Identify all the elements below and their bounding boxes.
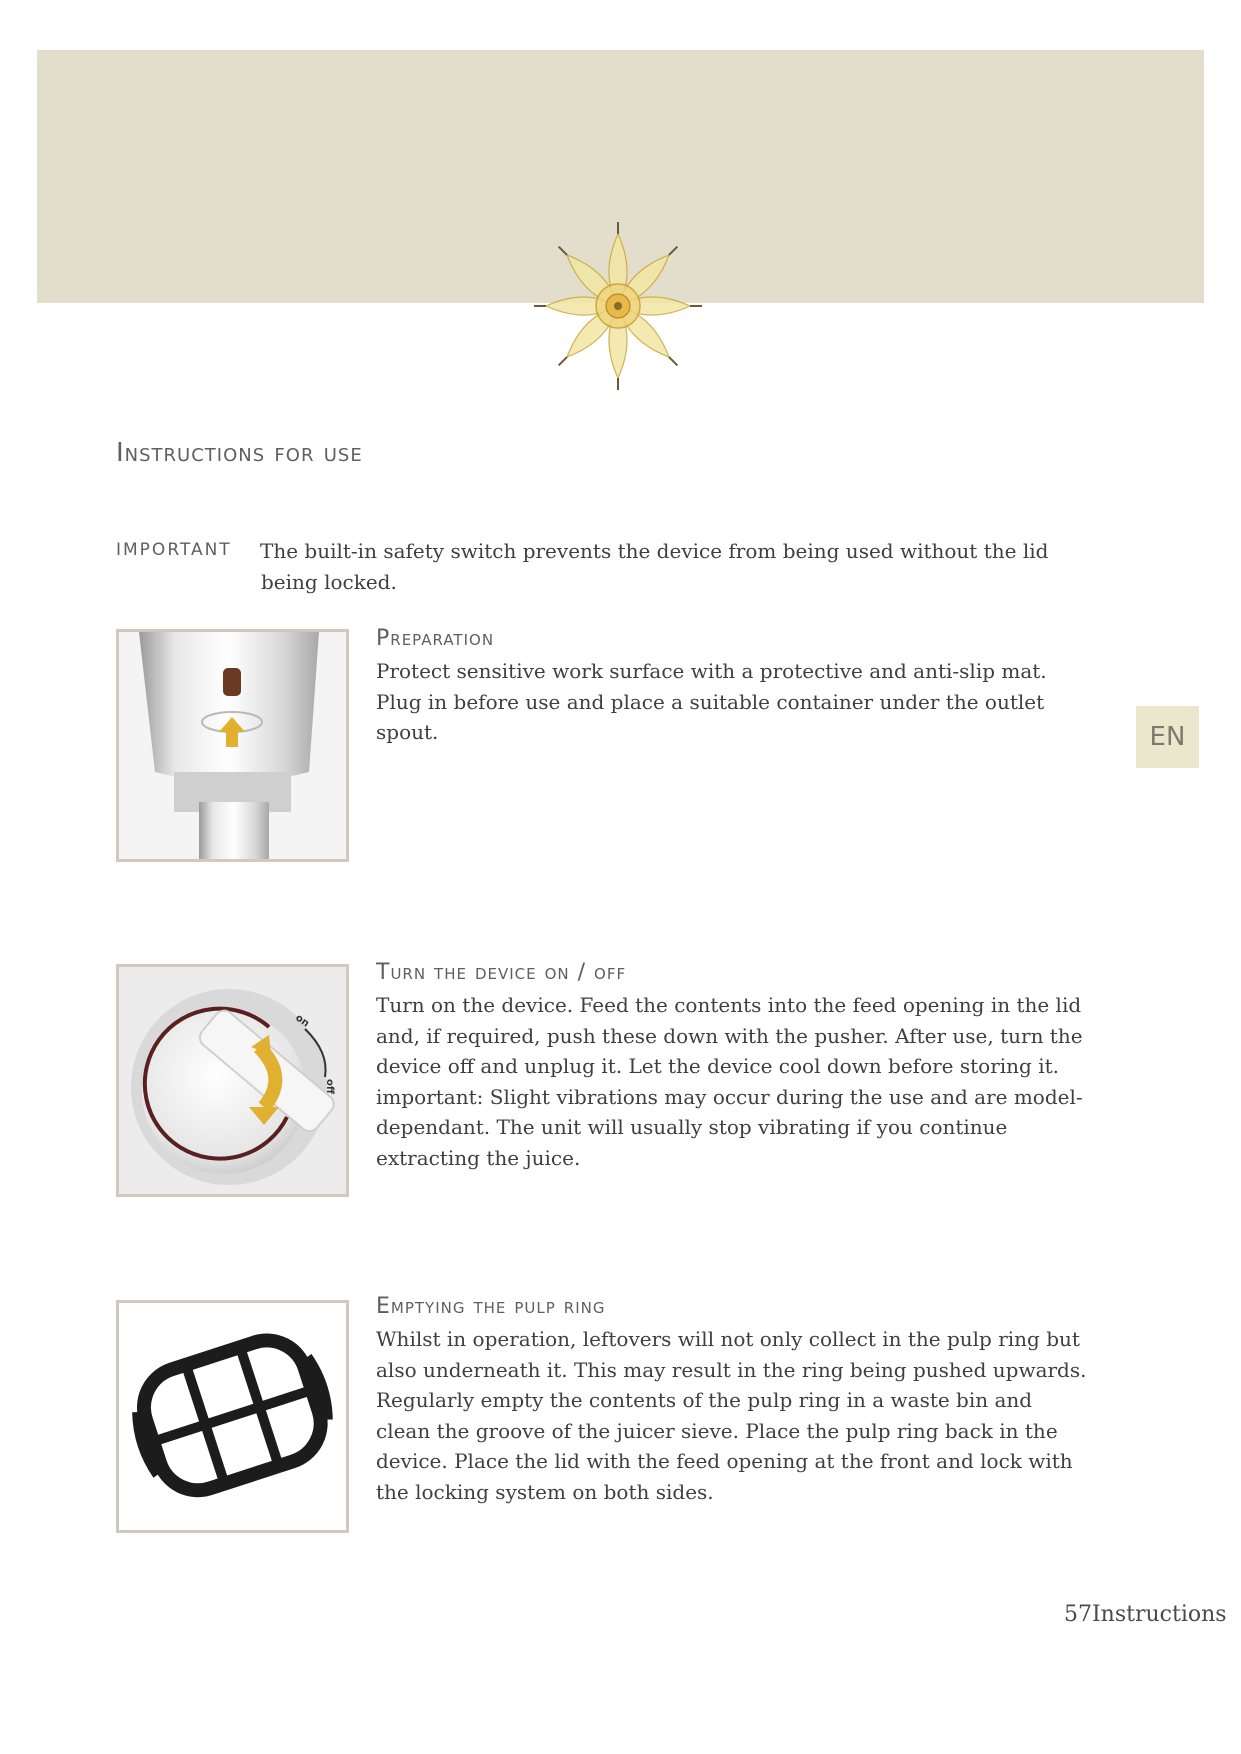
section-body-pulp-ring: Whilst in operation, leftovers will not only collect in the pulp ring but also underneath it. This may result in the ring being pushed upwards. Regularly empty the contents of the pulp ring in a waste bin and clean the groove of the juicer sieve. Place the pulp ring back in the device. Place the lid with the feed opening at the front and lock with the locking system on both sides.	[376, 1327, 1087, 1504]
important-note-line-1: The built-in safety switch prevents the device from being used without the lid	[260, 539, 1049, 563]
page-footer: 57Instructions	[1064, 1602, 1227, 1627]
dial-on-label: on	[293, 1012, 312, 1030]
page-title: Instructions for use	[116, 438, 363, 468]
language-tab[interactable]: EN	[1136, 706, 1199, 768]
preparation-image	[116, 629, 349, 862]
on-off-image	[116, 964, 349, 1197]
important-note	[261, 536, 1121, 598]
important-label: IMPORTANT	[116, 540, 232, 560]
important-note-line-2: being locked.	[261, 570, 397, 594]
section-body-preparation: Protect sensitive work surface with a protective and anti-slip mat. Plug in before use and place a suitable container under the outlet spout.	[376, 659, 1047, 744]
dial-off-label: off	[324, 1079, 335, 1094]
section-title-preparation: Preparation	[376, 626, 495, 651]
juicer-spout-icon	[119, 632, 346, 859]
pulp-ring-icon	[119, 1303, 346, 1530]
on-off-dial-icon	[119, 967, 346, 1194]
section-title-pulp-ring: Emptying the pulp ring	[376, 1294, 606, 1319]
section-title-on-off: Turn the device on / off	[376, 960, 627, 985]
flower-logo-icon	[532, 220, 704, 392]
section-body-on-off: Turn on the device. Feed the contents into the feed opening in the lid and, if required, push these down with the pusher. After use, turn the device off and unplug it. Let the device cool down before storing it. important: Slight vibrations may occur during the use and are model-dependant. The unit will usually stop vibrating if you continue extracting the juice.	[376, 993, 1083, 1170]
pulp-ring-image	[116, 1300, 349, 1533]
